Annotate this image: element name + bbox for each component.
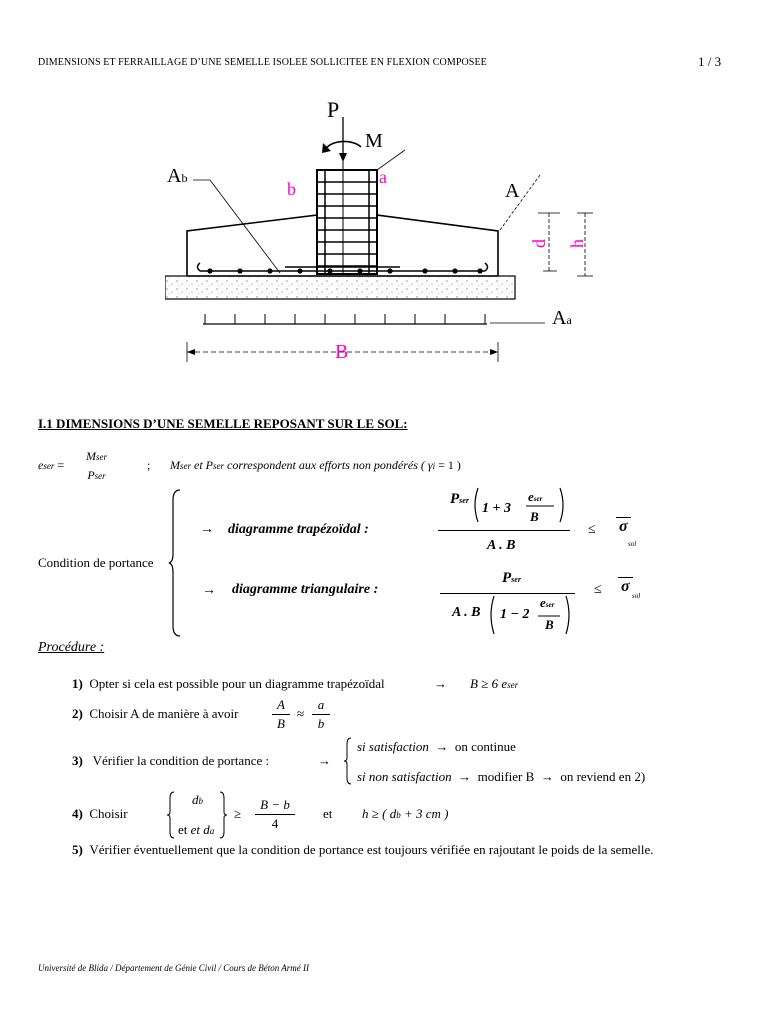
label-A: A <box>505 180 520 202</box>
label-b: b <box>287 179 296 199</box>
trap-inner-num: eser <box>528 489 543 504</box>
tri-inner-num: eser <box>540 595 555 610</box>
step-4-brace-right <box>218 790 228 840</box>
step-2-approx: ≈ <box>297 706 305 721</box>
trap-relation: ≤ <box>588 522 596 537</box>
eccentricity-lhs: eser = <box>38 458 65 472</box>
tri-sigma: σ <box>618 578 633 596</box>
label-Aa: Aa <box>552 307 572 329</box>
tri-numerator: Pser <box>502 570 521 586</box>
step-4-h-formula: h ≥ ( db + 3 cm ) <box>362 806 449 821</box>
condition-label: Condition de portance <box>38 555 154 570</box>
tri-inner-term: 1 − 2 <box>500 607 530 622</box>
tri-den-ab: A . B <box>452 605 481 620</box>
condition-brace <box>168 488 182 638</box>
trap-fraction-bar <box>438 530 570 531</box>
section-title: I.1 DIMENSIONS D’UNE SEMELLE REPOSANT SUR LE SOL: <box>38 416 408 431</box>
label-h: h <box>567 239 587 248</box>
step-4-et: et <box>323 806 333 821</box>
label-d: d <box>529 239 549 248</box>
step-5: 5) Vérifier éventuellement que la condition de portance est toujours vérifiée en rajoutant le poids de la semelle. <box>72 842 654 857</box>
step-3-case-1: si satisfaction → on continue <box>357 739 516 754</box>
step-4-da: et et da <box>178 822 215 837</box>
trap-inner-term: 1 + 3 <box>482 501 511 516</box>
step-2-frac-a-b: a b <box>312 697 330 732</box>
tri-sigma-sub: sol <box>632 592 641 600</box>
step-1: 1) Opter si cela est possible pour un diagramme trapézoïdal <box>72 676 385 691</box>
trap-numerator: Pser <box>450 491 469 507</box>
tri-relation: ≤ <box>594 582 602 597</box>
step-1-formula: B ≥ 6 eser <box>470 676 519 691</box>
tri-label: diagramme triangulaire : <box>232 582 379 597</box>
page-footer: Université de Blida / Département de Génie Civil / Cours de Béton Armé II <box>38 963 310 973</box>
trap-arrow: → <box>200 522 214 537</box>
step-1-arrow: → <box>434 676 447 691</box>
step-4-brace-left <box>166 790 176 840</box>
step-2-frac-A-B: A B <box>272 697 290 732</box>
tri-arrow: → <box>202 583 216 598</box>
label-P: P <box>327 97 340 122</box>
label-Ab: Ab <box>167 165 188 187</box>
page-header-title: DIMENSIONS ET FERRAILLAGE D’UNE SEMELLE ISOLEE SOLLICITEE EN FLEXION COMPOSEE <box>38 57 487 68</box>
column-stirrups <box>317 182 377 266</box>
trap-sigma: σ <box>616 518 631 536</box>
procedure-title: Procédure : <box>38 640 105 655</box>
trap-sigma-sub: sol <box>628 540 637 548</box>
step-2: 2) Choisir A de manière à avoir <box>72 706 239 721</box>
step-4-fraction: B − b 4 <box>255 797 295 832</box>
step-4-db: db <box>192 792 203 807</box>
tri-inner-den: B <box>545 617 554 632</box>
footing-diagram <box>165 95 615 390</box>
step-4: 4) Choisir <box>72 806 128 821</box>
step-3-brace <box>343 736 353 786</box>
step-3: 3) Vérifier la condition de portance : <box>72 753 270 768</box>
label-M: M <box>365 130 383 152</box>
page-number: 1 / 3 <box>698 54 722 69</box>
step-3-case-2: si non satisfaction → modifier B → on reviend en 2) <box>357 769 646 784</box>
lean-concrete-layer <box>165 276 515 299</box>
eccentricity-fraction: Mser Pser <box>86 449 107 482</box>
step-3-arrow: → <box>318 753 331 768</box>
eccentricity-note: Mser et Pser correspondent aux efforts non pondérés ( γi = 1 ) <box>170 458 461 472</box>
step-4-ge: ≥ <box>234 806 242 821</box>
label-B: B <box>335 341 349 363</box>
trap-denominator: A . B <box>487 538 516 553</box>
eccentricity-separator: ; <box>147 458 151 472</box>
trap-inner-den: B <box>530 509 539 524</box>
trap-label: diagramme trapézoïdal : <box>228 522 369 537</box>
label-a: a <box>379 167 387 187</box>
column-cage <box>317 170 377 274</box>
